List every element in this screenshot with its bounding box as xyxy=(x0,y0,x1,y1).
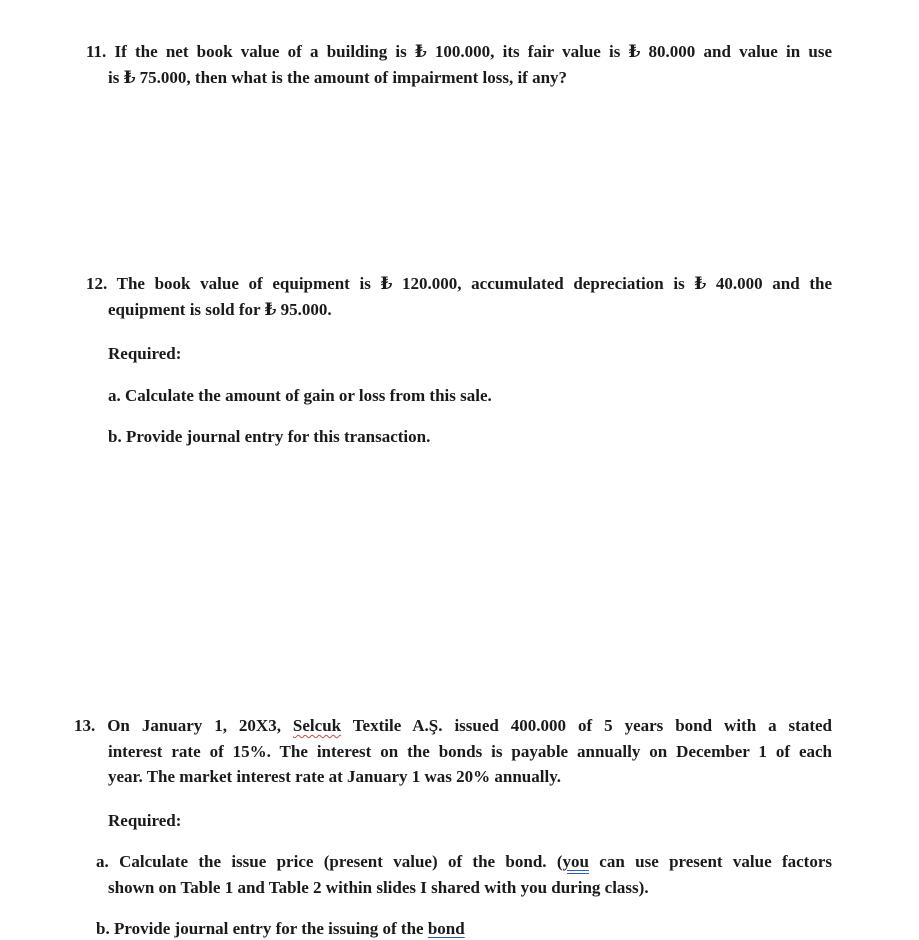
q13-part-a-line2: shown on Table 1 and Table 2 within slides I shared with you during class). xyxy=(108,878,649,897)
q13-part-a-pre: a. Calculate the issue price (present value) of the bond. ( xyxy=(96,852,563,871)
q13-part-b-pre: b. Provide journal entry for the issuing of the xyxy=(96,919,428,938)
q12-line1: 12. The book value of equipment is ₺ 120.000, accumulated depreciation is ₺ 40.000 and the xyxy=(86,274,832,293)
q13-part-a-you: you xyxy=(562,852,589,871)
q13-line1-pre: 13. On January 1, 20X3, xyxy=(74,716,281,735)
q13-part-a xyxy=(96,851,832,873)
q13-part-b-bond: bond xyxy=(427,919,465,938)
q11-line2: is ₺ 75.000, then what is the amount of impairment loss, if any? xyxy=(108,68,568,87)
q13-part-a-post: can use present value factors xyxy=(588,852,832,871)
q13-part-b xyxy=(96,918,465,940)
q13-required: Required: xyxy=(108,811,182,830)
q13-line3: year. The market interest rate at January 1 was 20% annually. xyxy=(108,767,562,786)
q13-line2: interest rate of 15%. The interest on the bonds is payable annually on December 1 of each xyxy=(108,742,832,761)
q12-part-a: a. Calculate the amount of gain or loss from this sale. xyxy=(108,386,492,405)
q13-company-name: Selcuk xyxy=(292,716,342,735)
q11-line1: 11. If the net book value of a building is ₺ 100.000, its fair value is ₺ 80.000 and value in use xyxy=(86,42,832,61)
q13-line1 xyxy=(74,715,832,737)
q12-line2: equipment is sold for ₺ 95.000. xyxy=(108,300,332,319)
q12-required: Required: xyxy=(108,344,182,363)
q12-part-b: b. Provide journal entry for this transaction. xyxy=(108,427,431,446)
q13-line1-post: Textile A.Ş. issued 400.000 of 5 years bond with a stated xyxy=(352,716,832,735)
